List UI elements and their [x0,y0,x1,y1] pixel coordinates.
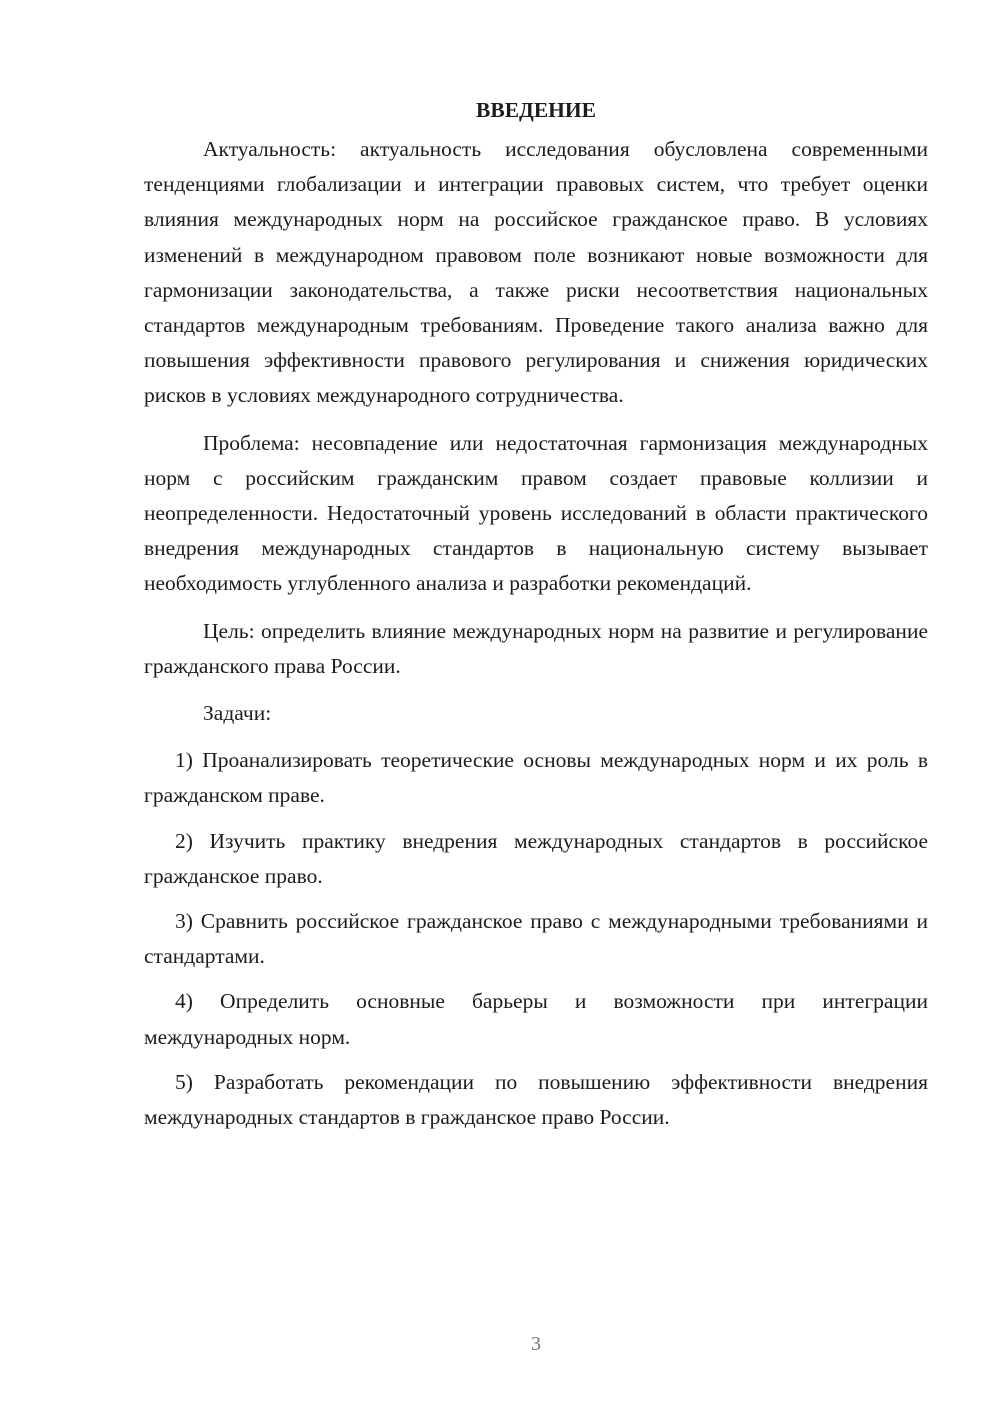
task-item: 2) Изучить практику внедрения международных стандартов в российское гражданское право. [144,828,928,888]
task-item: 5) Разработать рекомендации по повышению эффективности внедрения международных стандартов в гражданское право России. [144,1069,928,1130]
task-item: 3) Сравнить российское гражданское право с международными требованиями и стандартами. [144,909,928,969]
paragraph-tasks-heading: Задачи: [203,701,272,726]
task-item: 1) Проанализировать теоретические основы международных норм и их роль в гражданском праве. [144,748,928,808]
page-number: 3 [531,1333,541,1355]
paragraph-problem: Проблема: несовпадение или недостаточная гармонизация международных норм с российским гражданским правом создает правовые коллизии и неопределенности. Недостаточный уровень исследований в области практического внедрения международных стандартов в национальную систему вызывает необходимость углубленного анализа и разработки рекомендаций. [144,430,928,596]
section-title: ВВЕДЕНИЕ [476,98,596,122]
task-item: 4) Определить основные барьеры и возможности при интеграции международных норм. [144,989,928,1049]
paragraph-goal: Цель: определить влияние международных норм на развитие и регулирование гражданского права России. [144,618,928,678]
document-body [144,92,928,1145]
paragraph-relevance: Актуальность: актуальность исследования обусловлена современными тенденциями глобализации и интеграции правовых систем, что требует оценки влияния международных норм на российское гражданское право. В условиях изменений в международном правовом поле возникают новые возможности для гармонизации законодательства, а также риски несоответствия национальных стандартов международным требованиям. Проведение такого анализа важно для повышения эффективности правового регулирования и снижения юридических рисков в условиях международного сотрудничества. [144,137,928,408]
